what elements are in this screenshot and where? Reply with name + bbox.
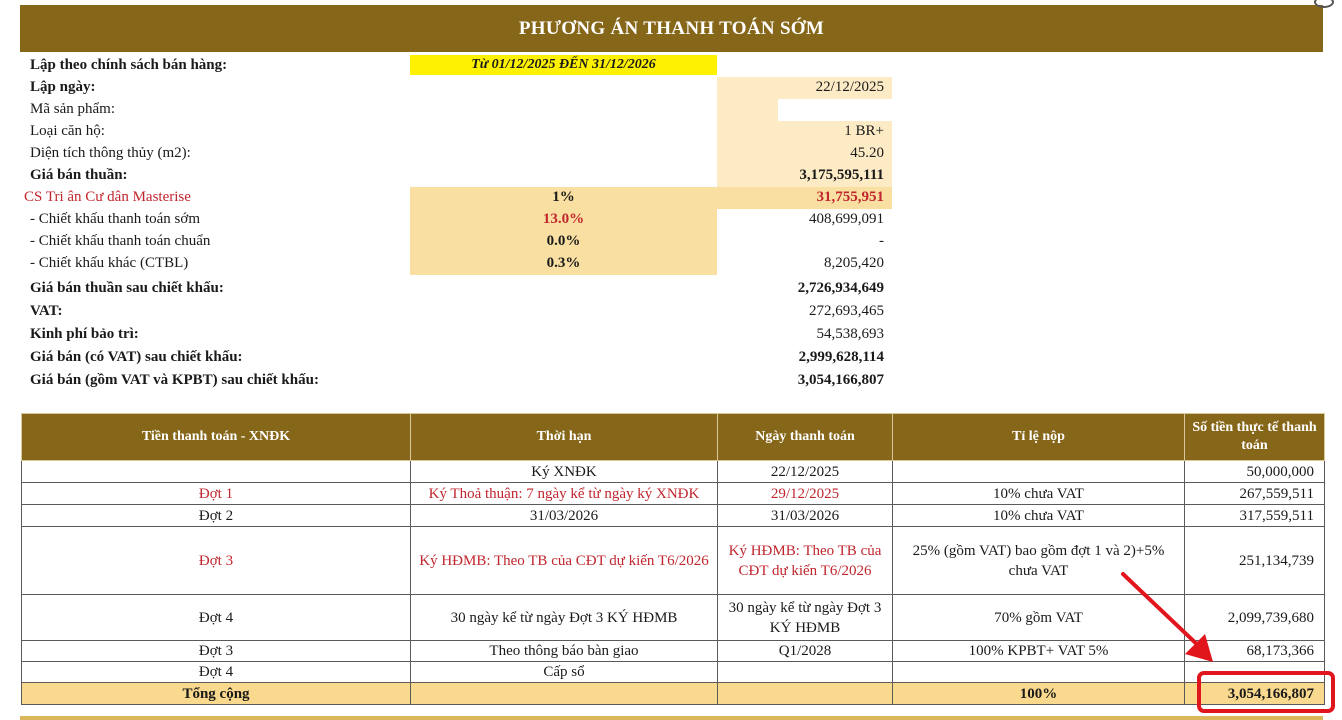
area-value: 45.20 <box>850 145 884 161</box>
date-cell: Q1/2028 <box>718 641 893 662</box>
total-amount: 3,054,166,807 <box>1185 683 1325 705</box>
term-cell: Ký XNĐK <box>411 461 718 483</box>
price-with-vat-value: 2,999,628,114 <box>798 349 884 365</box>
phase-cell: Đợt 4 <box>22 662 411 683</box>
resident-value: 31,755,951 <box>816 189 884 205</box>
phase-cell <box>22 461 411 483</box>
product-code-label: Mã sản phẩm: <box>30 101 115 117</box>
vat-row <box>0 301 1342 323</box>
maintenance-value: 54,538,693 <box>816 326 884 342</box>
after-discount-row <box>0 278 1342 300</box>
after-discount-value: 2,726,934,649 <box>797 280 884 296</box>
policy-label: Lập theo chính sách bán hàng: <box>30 57 228 73</box>
phase-cell: Đợt 4 <box>22 595 411 641</box>
ratio-cell: 25% (gồm VAT) bao gồm đợt 1 và 2)+5% chưa VAT <box>893 527 1185 595</box>
phase-cell: Đợt 3 <box>22 641 411 662</box>
column-header: Tiền thanh toán - XNĐK <box>22 414 411 461</box>
page-title: PHƯƠNG ÁN THANH TOÁN SỚM <box>518 17 825 39</box>
vat-label: VAT: <box>30 303 63 319</box>
table-row <box>22 483 1325 505</box>
other-discount-label: - Chiết khấu khác (CTBL) <box>30 255 189 271</box>
product-code-row <box>0 99 1342 121</box>
phase-cell: Đợt 2 <box>22 505 411 527</box>
column-header: Số tiền thực tế thanh toán <box>1185 414 1325 461</box>
early-discount-label: - Chiết khấu thanh toán sớm <box>30 211 200 227</box>
area-row <box>0 143 1342 165</box>
phase-cell: Đợt 1 <box>22 483 411 505</box>
maintenance-row <box>0 324 1342 346</box>
net-price-value: 3,175,595,111 <box>799 167 884 183</box>
term-cell: Ký Thoả thuận: 7 ngày kể từ ngày ký XNĐK <box>411 483 718 505</box>
ratio-cell: 70% gồm VAT <box>893 595 1185 641</box>
date-cell: 22/12/2025 <box>718 461 893 483</box>
early-discount-value: 408,699,091 <box>809 211 884 227</box>
column-header: Tỉ lệ nộp <box>893 414 1185 461</box>
term-cell: 30 ngày kể từ ngày Đợt 3 KÝ HĐMB <box>411 595 718 641</box>
total-row <box>22 683 1325 705</box>
table-row <box>22 461 1325 483</box>
date-cell: 31/03/2026 <box>718 505 893 527</box>
date-row <box>0 77 1342 99</box>
amount-cell: 251,134,739 <box>1185 527 1325 595</box>
unit-type-row <box>0 121 1342 143</box>
column-header: Ngày thanh toán <box>718 414 893 461</box>
ratio-cell <box>893 461 1185 483</box>
date-cell: Ký HĐMB: Theo TB của CĐT dự kiến T6/2026 <box>718 527 893 595</box>
price-with-vat-label: Giá bán (có VAT) sau chiết khấu: <box>30 349 243 365</box>
total-ratio: 100% <box>893 683 1185 705</box>
term-cell: Theo thông báo bàn giao <box>411 641 718 662</box>
date-value: 22/12/2025 <box>815 79 884 95</box>
standard-discount-row <box>0 231 1342 253</box>
ratio-cell: 10% chưa VAT <box>893 483 1185 505</box>
early-discount-row <box>0 209 1342 231</box>
date-cell: 29/12/2025 <box>718 483 893 505</box>
area-label: Diện tích thông thủy (m2): <box>30 145 191 161</box>
page-title-banner <box>20 5 1323 52</box>
net-price-row <box>0 165 1342 187</box>
term-cell: Cấp sổ <box>411 662 718 683</box>
price-with-vat-kpbt-label: Giá bán (gồm VAT và KPBT) sau chiết khấu: <box>30 372 319 388</box>
bottom-divider <box>20 716 1323 720</box>
date-cell <box>718 662 893 683</box>
policy-row <box>0 55 1342 77</box>
total-highlight-box <box>1197 671 1335 713</box>
amount-cell: 68,173,366 <box>1185 641 1325 662</box>
date-label: Lập ngày: <box>30 79 96 95</box>
total-label: Tổng cộng <box>22 683 411 705</box>
price-with-vat-row <box>0 347 1342 369</box>
date-cell: 30 ngày kể từ ngày Đợt 3 KÝ HĐMB <box>718 595 893 641</box>
standard-discount-label: - Chiết khấu thanh toán chuẩn <box>30 233 211 249</box>
amount-cell: 2,099,739,680 <box>1185 595 1325 641</box>
column-header: Thời hạn <box>411 414 718 461</box>
vat-value: 272,693,465 <box>809 303 884 319</box>
standard-discount-pct: 0.0% <box>546 233 581 249</box>
amount-cell: 317,559,511 <box>1185 505 1325 527</box>
policy-value: Từ 01/12/2025 ĐẾN 31/12/2026 <box>410 55 717 75</box>
price-with-vat-kpbt-row <box>0 370 1342 392</box>
unit-type-value: 1 BR+ <box>844 123 884 139</box>
net-price-label: Giá bán thuần: <box>30 167 128 183</box>
table-row <box>22 505 1325 527</box>
standard-discount-value: - <box>879 233 884 249</box>
ratio-cell: 10% chưa VAT <box>893 505 1185 527</box>
phase-cell: Đợt 3 <box>22 527 411 595</box>
other-discount-value: 8,205,420 <box>824 255 884 271</box>
price-with-vat-kpbt-value: 3,054,166,807 <box>797 372 884 388</box>
unit-type-label: Loại căn hộ: <box>30 123 105 139</box>
amount-cell: 50,000,000 <box>1185 461 1325 483</box>
other-discount-row <box>0 253 1342 275</box>
maintenance-label: Kinh phí bảo trì: <box>30 326 139 342</box>
resident-pct: 1% <box>552 189 575 205</box>
term-cell: Ký HĐMB: Theo TB của CĐT dự kiến T6/2026 <box>411 527 718 595</box>
ratio-cell: 100% KPBT+ VAT 5% <box>893 641 1185 662</box>
resident-row <box>0 187 1342 209</box>
red-arrow-icon <box>1115 568 1225 668</box>
resident-label: CS Tri ân Cư dân Masterise <box>24 189 191 205</box>
after-discount-label: Giá bán thuần sau chiết khấu: <box>30 280 224 296</box>
early-discount-pct: 13.0% <box>542 211 585 227</box>
amount-cell: 267,559,511 <box>1185 483 1325 505</box>
corner-mark <box>1314 0 1334 8</box>
table-header-row <box>22 414 1325 461</box>
term-cell: 31/03/2026 <box>411 505 718 527</box>
other-discount-pct: 0.3% <box>546 255 581 271</box>
